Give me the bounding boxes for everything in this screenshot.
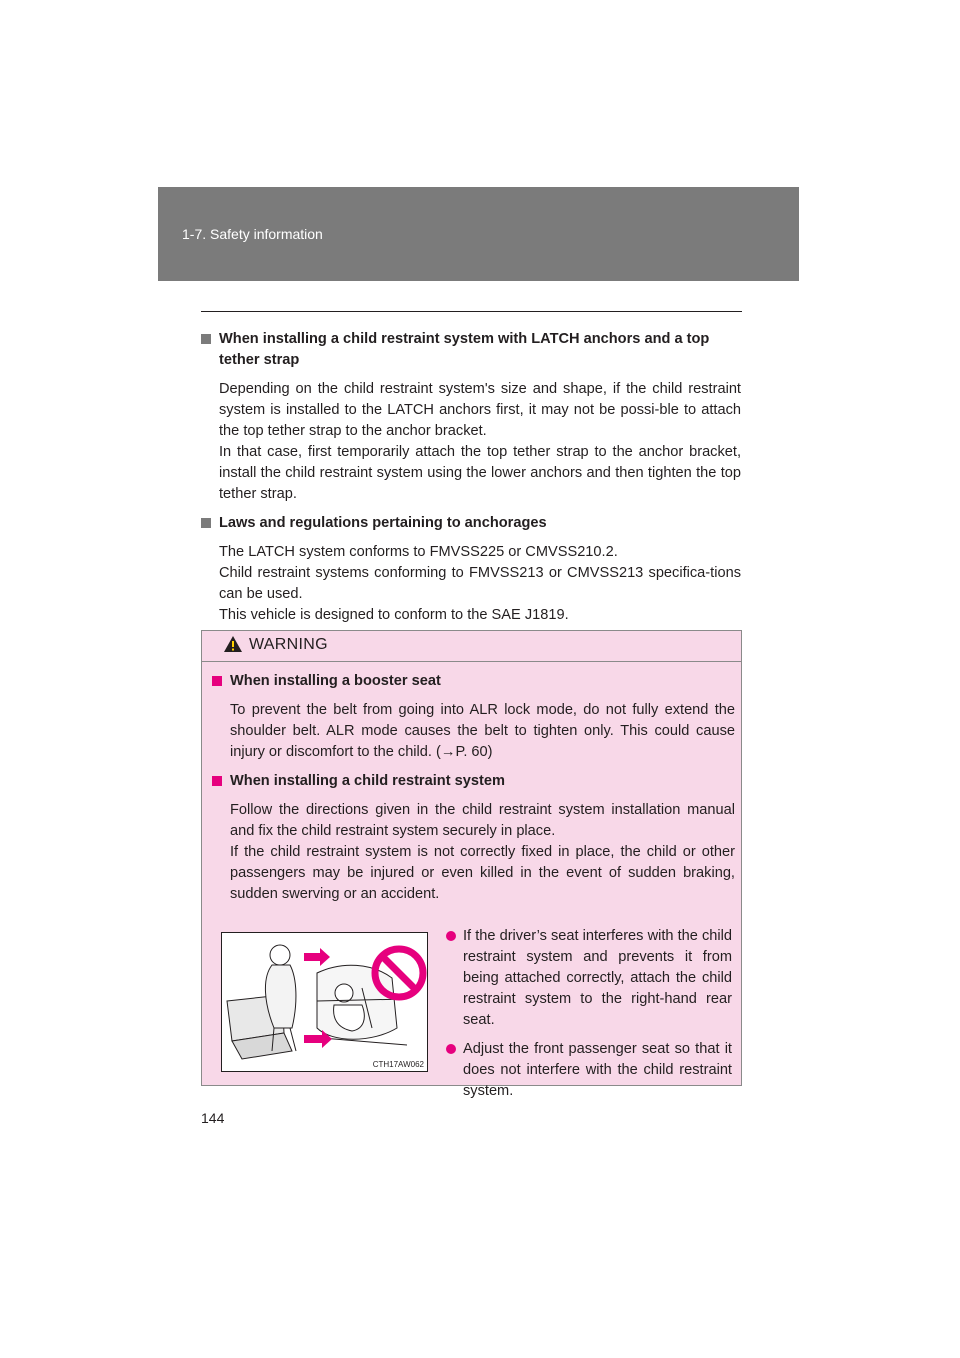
section-heading: Laws and regulations pertaining to anchorages bbox=[201, 513, 741, 534]
section-heading: When installing a child restraint system with LATCH anchors and a top tether strap bbox=[201, 329, 741, 371]
section-label: 1-7. Safety information bbox=[182, 226, 323, 242]
square-bullet-icon bbox=[212, 676, 222, 686]
section-laws bbox=[201, 513, 741, 626]
warning-content bbox=[212, 671, 735, 905]
warning-header bbox=[202, 631, 741, 662]
main-content bbox=[201, 329, 741, 626]
paragraph: Follow the directions given in the child restraint system installation manual and fix the child restraint system securely in place. bbox=[230, 802, 735, 839]
paragraph: Depending on the child restraint system's size and shape, if the child restraint system is installed to the LATCH anchors first, it may not be possi-ble to attach the top tether strap to the anchor bracket. bbox=[219, 381, 741, 439]
bullet-list bbox=[437, 926, 732, 1102]
warning-box bbox=[201, 630, 742, 1099]
section-heading: When installing a child restraint system bbox=[212, 771, 735, 792]
paragraph: Child restraint systems conforming to FMVSS213 or CMVSS213 specifica-tions can be used. bbox=[219, 565, 741, 602]
page-number: 144 bbox=[201, 1110, 225, 1126]
square-bullet-icon bbox=[201, 518, 211, 528]
square-bullet-icon bbox=[201, 334, 211, 344]
paragraph: The LATCH system conforms to FMVSS225 or CMVSS210.2. bbox=[219, 544, 618, 560]
round-bullet-icon bbox=[446, 931, 456, 941]
round-bullet-icon bbox=[446, 1044, 456, 1054]
warning-triangle-icon bbox=[223, 635, 243, 653]
list-item: If the driver’s seat interferes with the child restraint system and prevents it from being attached correctly, attach the child restraint system to the right-hand rear seat. bbox=[437, 926, 732, 1031]
paragraph: In that case, first temporarily attach the top tether strap to the anchor bracket, install the child restraint system using the lower anchors and then tighten the top tether strap. bbox=[219, 444, 741, 502]
warning-section-booster bbox=[212, 671, 735, 763]
paragraph: This vehicle is designed to conform to the SAE J1819. bbox=[219, 607, 569, 623]
header-band bbox=[158, 187, 799, 281]
header-rule bbox=[201, 311, 742, 312]
illustration-code: CTH17AW062 bbox=[372, 1060, 424, 1069]
list-item: Adjust the front passenger seat so that it does not interfere with the child restraint system. bbox=[437, 1039, 732, 1102]
warning-section-child-restraint bbox=[212, 771, 735, 905]
warning-body bbox=[202, 662, 741, 1099]
square-bullet-icon bbox=[212, 776, 222, 786]
warning-title: WARNING bbox=[249, 636, 328, 653]
child-seat-drawing bbox=[222, 933, 427, 1071]
section-heading: When installing a booster seat bbox=[212, 671, 735, 692]
paragraph: To prevent the belt from going into ALR lock mode, do not fully extend the shoulder belt. ALR mode causes the belt to tighten only. This could cause injury or discomfort to the child. (→P. 60) bbox=[230, 702, 735, 760]
child-seat-illustration bbox=[221, 932, 428, 1072]
paragraph: If the child restraint system is not correctly fixed in place, the child or other passengers may be injured or even killed in the event of sudden braking, sudden swerving or an accident. bbox=[230, 844, 735, 902]
section-latch bbox=[201, 329, 741, 505]
